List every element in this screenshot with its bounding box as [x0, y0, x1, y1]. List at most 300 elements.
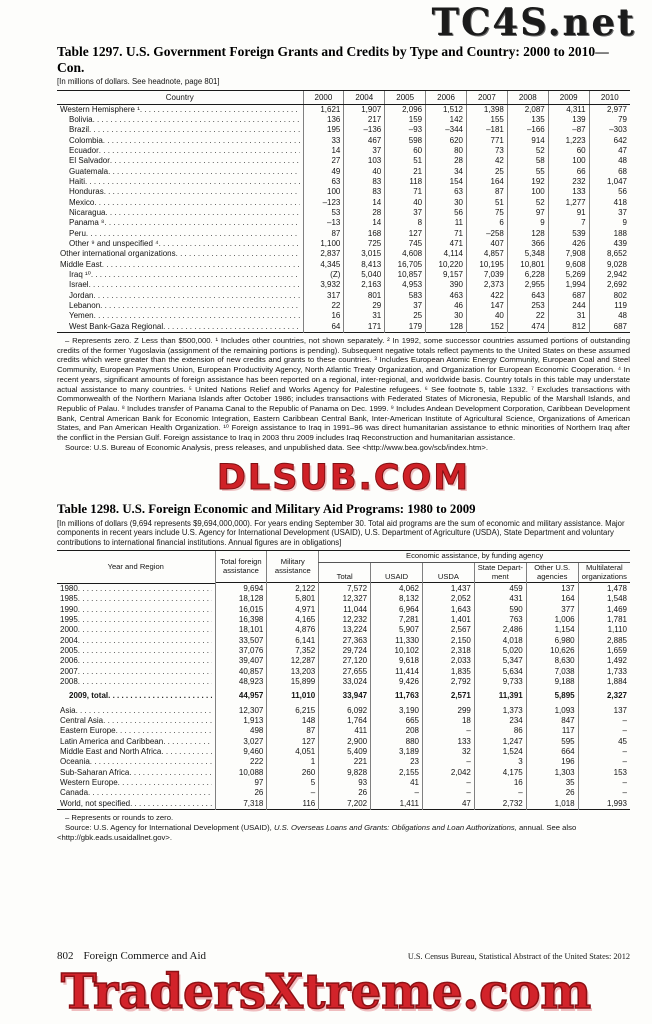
cell-value: 33	[303, 136, 344, 146]
cell-value: 16	[474, 778, 526, 788]
cell-value: 15,899	[267, 677, 319, 687]
cell-value: 2,373	[467, 280, 508, 290]
row-label-text: Lebanon	[69, 301, 101, 311]
row-label	[57, 799, 215, 809]
cell-value: 1,373	[474, 702, 526, 716]
row-label	[57, 594, 215, 604]
cell-value: 5,409	[319, 747, 371, 757]
cell-value: 33,024	[319, 677, 371, 687]
year-column-header: 2008	[507, 90, 548, 104]
cell-value: 11,330	[371, 636, 423, 646]
year-column-header: 2005	[385, 90, 426, 104]
row-label-text: 1980	[60, 583, 78, 593]
cell-value: 1,411	[371, 799, 423, 810]
row-label	[57, 177, 303, 187]
cell-value: 7,908	[548, 249, 589, 259]
cell-value: 1,643	[423, 605, 475, 615]
cell-value: 14	[344, 198, 385, 208]
table-row	[57, 270, 630, 280]
table-row	[57, 156, 630, 166]
dot-leader	[88, 788, 211, 798]
cell-value: 127	[267, 737, 319, 747]
cell-value: 29,724	[319, 646, 371, 656]
cell-value: 27	[303, 156, 344, 166]
dot-leader	[94, 198, 299, 208]
cell-value: 1,733	[578, 667, 630, 677]
cell-value: 539	[548, 229, 589, 239]
cell-value: 217	[344, 115, 385, 125]
cell-value: 2,977	[589, 104, 630, 115]
cell-value: 137	[578, 702, 630, 716]
cell-value: 3,932	[303, 280, 344, 290]
dot-leader	[102, 260, 300, 270]
table-row	[57, 605, 630, 615]
table-row	[57, 583, 630, 594]
row-label-text: Guatemala	[69, 166, 109, 176]
row-label	[57, 605, 215, 615]
cell-value: 31	[344, 311, 385, 321]
cell-value: 9	[589, 218, 630, 228]
cell-value: 30	[426, 198, 467, 208]
dot-leader	[89, 280, 300, 290]
dot-leader	[78, 677, 212, 687]
cell-value: –	[578, 778, 630, 788]
dot-leader	[78, 584, 212, 594]
cell-value: 244	[548, 301, 589, 311]
cell-value: 155	[467, 115, 508, 125]
cell-value: 8,652	[589, 249, 630, 259]
row-label	[57, 615, 215, 625]
cell-value: –	[267, 788, 319, 798]
cell-value: 118	[385, 177, 426, 187]
cell-value: 16,015	[215, 605, 267, 615]
cell-value: 498	[215, 726, 267, 736]
cell-value: 33,507	[215, 636, 267, 646]
cell-value: 3,015	[344, 249, 385, 259]
cell-value: 116	[267, 799, 319, 810]
cell-value: 25	[385, 311, 426, 321]
cell-value: 1,548	[578, 594, 630, 604]
row-label-text: Nicaragua	[69, 207, 106, 217]
cell-value: 366	[507, 239, 548, 249]
cell-value: 16	[303, 311, 344, 321]
dot-leader	[103, 136, 300, 146]
table-row	[57, 625, 630, 635]
cell-value: 30	[426, 311, 467, 321]
cell-value: 299	[423, 702, 475, 716]
cell-value: 27,655	[319, 667, 371, 677]
cell-value: 6,092	[319, 702, 371, 716]
dot-leader	[110, 156, 300, 166]
table-row	[57, 768, 630, 778]
cell-value: 2,052	[423, 594, 475, 604]
cell-value: 171	[344, 322, 385, 333]
page-number: 802	[57, 950, 74, 962]
table-row	[57, 146, 630, 156]
year-region-column-header: Year and Region	[57, 551, 215, 583]
cell-value: 142	[426, 115, 467, 125]
row-label	[57, 322, 303, 332]
cell-value: 79	[589, 115, 630, 125]
cell-value: 60	[548, 146, 589, 156]
row-label	[57, 125, 303, 135]
dot-leader	[161, 747, 211, 757]
country-column-header: Country	[57, 90, 303, 104]
cell-value: 4,876	[267, 625, 319, 635]
row-label-text: Peru	[69, 228, 86, 238]
funding-agency-column-header: USAID	[371, 562, 423, 583]
cell-value: 7,281	[371, 615, 423, 625]
cell-value: 1,524	[474, 747, 526, 757]
cell-value: 128	[426, 322, 467, 333]
cell-value: 7,352	[267, 646, 319, 656]
cell-value: –136	[344, 125, 385, 135]
row-label-text: Haiti	[69, 176, 86, 186]
cell-value: 164	[467, 177, 508, 187]
table-1297-title	[57, 44, 630, 75]
cell-value: 37	[344, 146, 385, 156]
cell-value: 7,038	[526, 667, 578, 677]
table-row	[57, 198, 630, 208]
cell-value: 25	[467, 167, 508, 177]
dot-leader	[116, 726, 212, 736]
cell-value: 463	[426, 291, 467, 301]
cell-value: 164	[526, 594, 578, 604]
cell-value: 159	[385, 115, 426, 125]
row-label-text: 1990	[60, 604, 78, 614]
cell-value: 13,203	[267, 667, 319, 677]
table-1297-title-text: U.S. Government Foreign Grants and Credits by Type and Country: 2000 to 2010	[125, 44, 596, 59]
cell-value: 222	[215, 757, 267, 767]
cell-value: 2,042	[423, 768, 475, 778]
row-label	[57, 280, 303, 290]
cell-value: 2,692	[589, 280, 630, 290]
cell-value: 188	[589, 229, 630, 239]
cell-value: 9,828	[319, 768, 371, 778]
cell-value: 6,141	[267, 636, 319, 646]
cell-value: 5,895	[526, 687, 578, 701]
cell-value: 4,857	[467, 249, 508, 259]
cell-value: 1,303	[526, 768, 578, 778]
cell-value: 390	[426, 280, 467, 290]
cell-value: 51	[385, 156, 426, 166]
row-label-text: 2004	[60, 635, 78, 645]
row-label-text: 2009, total	[69, 691, 109, 701]
cell-value: 4,608	[385, 249, 426, 259]
row-label-text: 2000	[60, 625, 78, 635]
dot-leader	[130, 799, 211, 809]
dot-leader	[163, 737, 211, 747]
cell-value: 1,478	[578, 583, 630, 594]
cell-value: 9	[507, 218, 548, 228]
cell-value: 133	[548, 187, 589, 197]
cell-value: 100	[303, 187, 344, 197]
cell-value: 1,154	[526, 625, 578, 635]
cell-value: 93	[319, 778, 371, 788]
cell-value: 665	[371, 716, 423, 726]
cell-value: 426	[548, 239, 589, 249]
cell-value: 55	[507, 167, 548, 177]
cell-value: 16,398	[215, 615, 267, 625]
table-row	[57, 167, 630, 177]
watermark-tc4s: TC4S.net	[431, 0, 636, 44]
cell-value: –13	[303, 218, 344, 228]
cell-value: 71	[426, 229, 467, 239]
cell-value: 2,955	[507, 280, 548, 290]
cell-value: 745	[385, 239, 426, 249]
dot-leader	[91, 270, 300, 280]
cell-value: 10,195	[467, 260, 508, 270]
cell-value: 49	[303, 167, 344, 177]
cell-value: 474	[507, 322, 548, 333]
row-label	[57, 239, 303, 249]
cell-value: 2,122	[267, 583, 319, 594]
cell-value: 1,884	[578, 677, 630, 687]
cell-value: 9,694	[215, 583, 267, 594]
cell-value: 10,626	[526, 646, 578, 656]
year-column-header: 2004	[344, 90, 385, 104]
table-row	[57, 788, 630, 798]
cell-value: 37	[385, 301, 426, 311]
table-row	[57, 218, 630, 228]
watermark-tradersxtreme: TradersXtreme.com	[60, 964, 592, 1020]
cell-value: 2,942	[589, 270, 630, 280]
cell-value: 2,087	[507, 104, 548, 115]
cell-value: 317	[303, 291, 344, 301]
cell-value: 5,634	[474, 667, 526, 677]
row-label-text: Ecuador	[69, 145, 99, 155]
cell-value: 1,100	[303, 239, 344, 249]
row-label	[57, 667, 215, 677]
row-label	[57, 583, 215, 594]
cell-value: 14	[303, 146, 344, 156]
cell-value: 5,347	[474, 656, 526, 666]
cell-value: 9,157	[426, 270, 467, 280]
dot-leader	[103, 716, 211, 726]
cell-value: 1,401	[423, 615, 475, 625]
row-label-text: Yemen	[69, 311, 94, 321]
row-label-text: Jordan	[69, 290, 94, 300]
cell-value: 407	[467, 239, 508, 249]
table-row	[57, 702, 630, 716]
cell-value: 7,202	[319, 799, 371, 810]
cell-value: 97	[507, 208, 548, 218]
cell-value: 1,907	[344, 104, 385, 115]
row-label	[57, 625, 215, 635]
cell-value: 6,215	[267, 702, 319, 716]
table-row	[57, 726, 630, 736]
table-row	[57, 322, 630, 333]
cell-value: 168	[344, 229, 385, 239]
cell-value: 42	[467, 156, 508, 166]
cell-value: 467	[344, 136, 385, 146]
cell-value: 63	[426, 187, 467, 197]
row-label-text: Oceania	[60, 757, 90, 767]
cell-value: 590	[474, 605, 526, 615]
row-label	[57, 646, 215, 656]
table-1298-number: Table 1298.	[57, 501, 120, 516]
cell-value: 28	[426, 156, 467, 166]
cell-value: 9,028	[589, 260, 630, 270]
cell-value: 377	[526, 605, 578, 615]
table-row	[57, 187, 630, 197]
cell-value: –123	[303, 198, 344, 208]
cell-value: 1,512	[426, 104, 467, 115]
row-label-text: Western Europe	[60, 778, 118, 788]
table-row	[57, 716, 630, 726]
cell-value: 103	[344, 156, 385, 166]
cell-value: 16,705	[385, 260, 426, 270]
cell-value: 1,223	[548, 136, 589, 146]
row-label-text: World, not specified	[60, 798, 131, 808]
cell-value: 9,608	[548, 260, 589, 270]
row-label-text: Mexico	[69, 197, 95, 207]
cell-value: –	[578, 726, 630, 736]
row-label	[57, 229, 303, 239]
cell-value: 1,093	[526, 702, 578, 716]
row-label	[57, 260, 303, 270]
row-label-text: Panama ⁸	[69, 218, 105, 228]
cell-value: 31	[548, 311, 589, 321]
row-label	[57, 270, 303, 280]
row-label-text: 2005	[60, 645, 78, 655]
cell-value: 208	[371, 726, 423, 736]
row-label	[57, 291, 303, 301]
cell-value: 52	[507, 198, 548, 208]
cell-value: 2,096	[385, 104, 426, 115]
cell-value: 87	[303, 229, 344, 239]
cell-value: 253	[507, 301, 548, 311]
cell-value: 763	[474, 615, 526, 625]
row-label-text: Other international organizations	[60, 249, 176, 259]
cell-value: 8,132	[371, 594, 423, 604]
footer-left	[57, 946, 206, 964]
row-label-text: Middle East	[60, 259, 102, 269]
table-row	[57, 594, 630, 604]
cell-value: 128	[507, 229, 548, 239]
cell-value: –	[423, 726, 475, 736]
cell-value: 3,189	[371, 747, 423, 757]
cell-value: 64	[303, 322, 344, 333]
source-prefix: Source: U.S. Agency for International Development (USAID),	[65, 822, 274, 832]
cell-value: 4,062	[371, 583, 423, 594]
cell-value: 4,165	[267, 615, 319, 625]
table-row	[57, 687, 630, 701]
cell-value: 221	[319, 757, 371, 767]
row-label-text: Latin America and Caribbean	[60, 736, 164, 746]
cell-value: –	[423, 778, 475, 788]
cell-value: 1,621	[303, 104, 344, 115]
table-row	[57, 301, 630, 311]
cell-value: 5,801	[267, 594, 319, 604]
table-row	[57, 249, 630, 259]
cell-value: 28	[344, 208, 385, 218]
row-label	[57, 656, 215, 666]
total-foreign-assistance-header: Total foreign assistance	[215, 551, 267, 583]
cell-value: 45	[578, 737, 630, 747]
cell-value: –	[371, 788, 423, 798]
row-label	[57, 757, 215, 767]
cell-value: 725	[344, 239, 385, 249]
cell-value: –	[423, 757, 475, 767]
dot-leader	[108, 167, 299, 177]
cell-value: 1,018	[526, 799, 578, 810]
cell-value: 1,994	[548, 280, 589, 290]
cell-value: –258	[467, 229, 508, 239]
cell-value: 27,363	[319, 636, 371, 646]
cell-value: 12,327	[319, 594, 371, 604]
row-label-text: 1995	[60, 614, 78, 624]
cell-value: 1	[267, 757, 319, 767]
dot-leader	[78, 615, 212, 625]
cell-value: 37	[589, 208, 630, 218]
year-column-header: 2009	[548, 90, 589, 104]
table-1298-title-text: U.S. Foreign Economic and Military Aid Programs: 1980 to 2009	[122, 501, 476, 516]
military-assistance-header: Military assistance	[267, 551, 319, 583]
row-label	[57, 687, 215, 701]
table-row	[57, 115, 630, 125]
cell-value: 8	[385, 218, 426, 228]
cell-value: 48	[589, 156, 630, 166]
cell-value: 100	[548, 156, 589, 166]
dot-leader	[108, 691, 211, 701]
table-row	[57, 747, 630, 757]
watermark-dlsub: DLSUB.COM	[216, 457, 471, 498]
cell-value: 10,088	[215, 768, 267, 778]
row-label-text: Central Asia	[60, 716, 104, 726]
row-label	[57, 187, 303, 197]
dot-leader	[118, 778, 212, 788]
table-row	[57, 737, 630, 747]
cell-value: 2,837	[303, 249, 344, 259]
cell-value: 418	[589, 198, 630, 208]
cell-value: 1,047	[589, 177, 630, 187]
cell-value: 7,039	[467, 270, 508, 280]
cell-value: 179	[385, 322, 426, 333]
cell-value: 1,492	[578, 656, 630, 666]
table-1298-zero-note: – Represents or rounds to zero.	[65, 813, 174, 823]
cell-value: 1,277	[548, 198, 589, 208]
cell-value: 3	[474, 757, 526, 767]
dot-leader	[105, 208, 299, 218]
cell-value: 39,407	[215, 656, 267, 666]
table-1298	[57, 550, 630, 810]
cell-value: 40	[467, 311, 508, 321]
cell-value: 4,051	[267, 747, 319, 757]
dot-leader	[85, 177, 299, 187]
row-label-text: Canada	[60, 788, 89, 798]
row-label-text: Other ⁹ and unspecified ⁴	[69, 238, 159, 248]
cell-value: 137	[526, 583, 578, 594]
cell-value: 2,486	[474, 625, 526, 635]
row-label-text: West Bank-Gaza Regional	[69, 321, 164, 331]
row-label	[57, 301, 303, 311]
cell-value: 598	[385, 136, 426, 146]
row-label-text: Asia	[60, 705, 76, 715]
cell-value: 136	[303, 115, 344, 125]
source-suffix: annual. See also <http://gbk.eads.usaidallnet.gov>.	[57, 822, 577, 842]
cell-value: 147	[467, 301, 508, 311]
row-label	[57, 167, 303, 177]
cell-value: (Z)	[303, 270, 344, 280]
table-row	[57, 208, 630, 218]
cell-value: 13,224	[319, 625, 371, 635]
table-1297-footnotes: – Represents zero. Z Less than $500,000. ¹ Includes other countries, not shown separately. ² In 1992, some successor countries assumed portions of outstanding credits of the former Yugoslavia (assignment of the remaining portions is pending). Subsequent negative totals reflect payments to the United States on these assumed credits which were greater than the extension of new credits and grants to these countries. ³ Includes European Atomic Energy Community, European Coal and Steel Community, European Payments Union, European Productivity Agency, North Atlantic Treaty Organization, and Organization for European Economic Cooperation. ⁴ In recent years, significant amounts of foreign assistance has been reported on a regional, inter-regional, and worldwide basis. Country totals in this table may understate actual assistance to many countries. ⁵ United Nations Relief and Works Agency for Palestine refugees. ⁶ See footnote 5, table 1332. ⁷ Excludes transactions with Commonwealth of the Northern Mariana Islands after October 1986; includes transactions with Federated States of Micronesia, Republic of the Marshall Islands, and Republic of Palau. ⁸ Includes transfer of Panama Canal to the Republic of Panama on Dec. 1999. ⁹ Includes Andean Development Corporation, Caribbean Development Bank, Central American Bank for Economic Integration, Eastern Caribbean Central Bank, Inter-American Institute of Agricultural Science, Organizations of American States, and Pan American Health Organization. ¹⁰ Foreign assistance to Iraq in 1991–96 was direct humanitarian assistance to ethnic minorities of Northern Iraq after the conflict in the Persian Gulf. Foreign assistance to Iraq in 2003 thru 2009 includes Iraq Reconstruction and humanitarian assistance.	[57, 336, 630, 443]
cell-value: 192	[507, 177, 548, 187]
cell-value: 87	[267, 726, 319, 736]
cell-value: 68	[589, 167, 630, 177]
table-row	[57, 799, 630, 810]
